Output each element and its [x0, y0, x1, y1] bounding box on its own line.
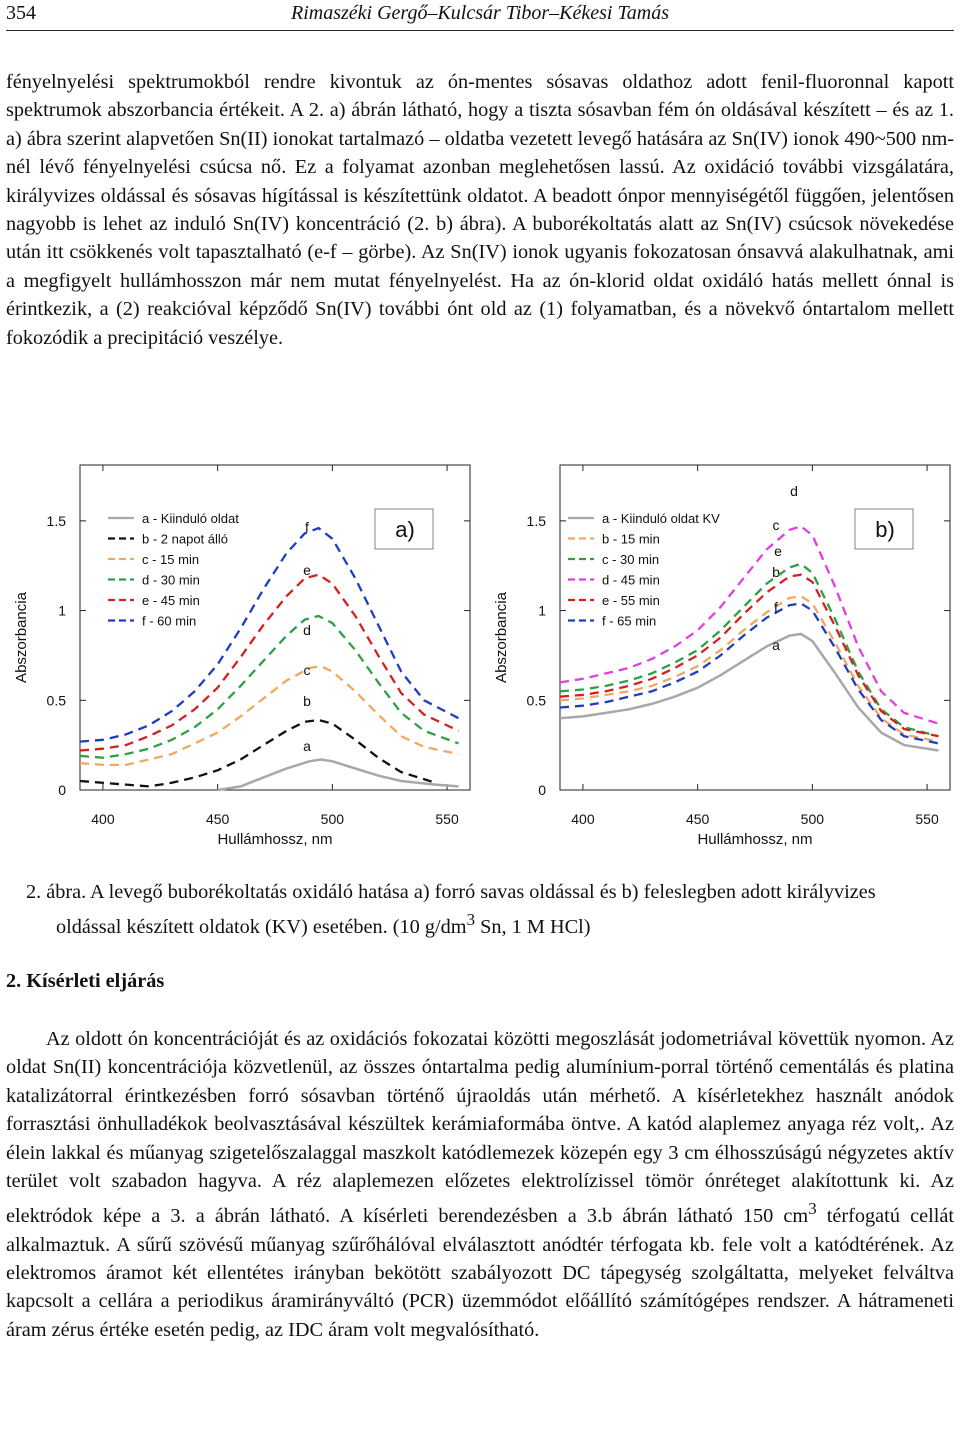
- running-head: Rimaszéki Gergő–Kulcsár Tibor–Kékesi Tamás: [291, 2, 669, 24]
- curve-label-a: a: [772, 637, 780, 653]
- page-number: 354: [6, 2, 36, 24]
- legend-entry: a - Kiinduló oldat: [142, 511, 239, 526]
- x-tick-label: 500: [800, 811, 825, 827]
- x-tick-label: 400: [571, 811, 595, 827]
- x-axis-label: Hullámhossz, nm: [697, 831, 813, 848]
- panel-label: b): [875, 517, 895, 542]
- legend-entry: a - Kiinduló oldat KV: [602, 511, 720, 526]
- y-axis-label: Abszorbancia: [493, 592, 510, 683]
- x-tick-label: 400: [91, 811, 115, 827]
- legend-entry: e - 45 min: [142, 593, 200, 608]
- legend-entry: c - 15 min: [142, 552, 200, 567]
- curve-label-c: c: [772, 517, 780, 533]
- body-paragraph-1: fényelnyelési spektrumokból rendre kivontuk az ón-mentes sósavas oldathoz adott fenil-fluoronnal kapott spektrumok abszorbancia értékeit. A 2. a) ábrán látható, hogy a tiszta sósavban fém ón oldásával készített – és az 1. a) ábra szerint alapvetően Sn(II) ionokat tartalmazó – oldatba vezetett levegő hatására az Sn(IV) ionok 490~500 nm-nél lévő fényelnyelési csúcsa nő. Ez a folyamat azonban meglehetősen lassú. Az oxidáció további vizsgálatára, királyvizes oldással és sósavas hígítással is készítettünk oldatot. A beadott ónpor mennyiségétől függően, jelentősen nagyobb is lehet az induló Sn(IV) koncentráció (2. b) ábra). A buborékoltatás alatt az Sn(IV) csúcsok növekedése után itt csökkenés volt tapasztalható (e-f – görbe). Az Sn(IV) ionok ugyanis fokozatosan ónsavvá alakulhatnak, ami a megfigyelt hullámhosszon már nem mutat fényelnyelést. Ha az ón-klorid oldat oxidáló hatás mellett ónnal is érintkezik, a (2) reakcióval képződő Sn(IV) további ónt old az (1) folyamatban, és a növekvő óntartalom mellett fokozódik a precipitáció veszélye.: [6, 71, 954, 349]
- figure-2: [0, 450, 960, 870]
- plot-frame: [80, 465, 470, 790]
- legend-entry: f - 60 min: [142, 613, 197, 629]
- x-tick-label: 450: [205, 811, 230, 827]
- series-line-c: [80, 666, 459, 765]
- chart-b-svg: [480, 450, 960, 860]
- curve-label-f: f: [774, 599, 778, 615]
- chart-b: [480, 450, 960, 860]
- legend-entry: b - 2 napot álló: [142, 531, 229, 547]
- body-paragraph-2: [6, 1025, 954, 1344]
- page-header: [6, 0, 954, 42]
- x-axis-label: Hullámhossz, nm: [217, 831, 333, 848]
- section-paragraph-sup: 3: [808, 1199, 817, 1219]
- legend-entry: d - 30 min: [142, 572, 200, 588]
- y-axis-label: Abszorbancia: [13, 592, 30, 683]
- caption-label: 2. ábra.: [26, 881, 87, 903]
- curve-label-e: e: [303, 562, 311, 578]
- figure-caption: [26, 878, 936, 941]
- curve-label-f: f: [305, 519, 309, 535]
- series-line-e: [80, 572, 459, 751]
- panel-label: a): [395, 517, 415, 542]
- x-tick-label: 450: [685, 811, 710, 827]
- x-tick-label: 550: [435, 811, 459, 827]
- y-tick-label: 0.5: [526, 692, 546, 709]
- y-tick-label: 1.5: [526, 512, 546, 529]
- y-tick-label: 0: [538, 782, 546, 798]
- curve-label-e: e: [774, 543, 782, 559]
- curve-label-c: c: [303, 662, 311, 678]
- legend-entry: b - 15 min: [602, 531, 660, 547]
- curve-label-b: b: [772, 564, 780, 580]
- section-paragraph: Az oldott ón koncentrációját és az oxidációs fokozatai közötti megoszlását jodometriával követtük nyomon. Az oldat Sn(II) koncentrációja közvetlenül, az összes óntartalma pedig alumínium-porral történő cementálás és platina katalizátorral érintkezésben forró sósavban történő újraoldás után mérhető. A kísérletekhez használt anódok forrasztási önhulladékok beolvasztásával készültek kerámiaformába öntve. A katód alaplemez anyaga réz volt,. Az élein lakkal és műanyag szigetelőszalaggal maszkolt katódlemezek közepén egy 3 cm élhosszúságú négyzetes aktív terület volt szabadon hagyva. A réz alaplemezen előzetes elektrolízissel tömör ónréteget alakítottunk ki. Az elektródok képe a 3. a ábrán látható. A kísérleti berendezésben a 3.b ábrán látható 150 cm: [6, 1028, 954, 1228]
- section-heading: 2. Kísérleti eljárás: [6, 970, 165, 992]
- y-tick-label: 1.5: [46, 512, 66, 529]
- chart-a-svg: [0, 450, 480, 860]
- curve-label-d: d: [303, 622, 311, 638]
- header-rule: [6, 30, 954, 31]
- y-tick-label: 0: [58, 782, 66, 798]
- y-tick-label: 0.5: [46, 692, 66, 709]
- x-tick-label: 500: [320, 811, 345, 827]
- curve-label-a: a: [303, 738, 311, 754]
- caption-text: A levegő buborékoltatás oxidáló hatása a) forró savas oldással és b) feleslegben adott királyvizes oldással készített oldatok (KV) esetében. (10 g/dm: [56, 881, 876, 938]
- caption-sup: 3: [466, 910, 476, 929]
- y-tick-label: 1: [58, 602, 66, 619]
- section-paragraph-tail: térfogatú cellát alkalmaztuk. A sűrű szövésű műanyag szűrőhálóval elválasztott anódtér térfogata kb. fele volt a katódtérének. Az elektromos áramot két ellentétes irányban bekötött szabályozott DC tápegység szolgáltatta, melyeket felváltva kapcsolt a cellára a periodikus áramirányváltó (PCR) üzemmódot előállító számítógépes rendszer. A hátrameneti áram zérus értéke esetén pedig, az IDC áram volt megvalósítható.: [6, 1205, 954, 1341]
- legend-entry: d - 45 min: [602, 572, 660, 588]
- caption-tail: Sn, 1 M HCl): [475, 915, 591, 938]
- curve-label-d: d: [790, 483, 798, 499]
- legend-entry: f - 65 min: [602, 613, 657, 629]
- legend-entry: e - 55 min: [602, 593, 660, 608]
- series-line-a: [218, 760, 459, 791]
- curve-label-b: b: [303, 693, 311, 709]
- chart-a: [0, 450, 480, 860]
- x-tick-label: 550: [915, 811, 939, 827]
- y-tick-label: 1: [538, 602, 546, 619]
- series-line-f: [80, 528, 459, 742]
- legend-entry: c - 30 min: [602, 552, 660, 567]
